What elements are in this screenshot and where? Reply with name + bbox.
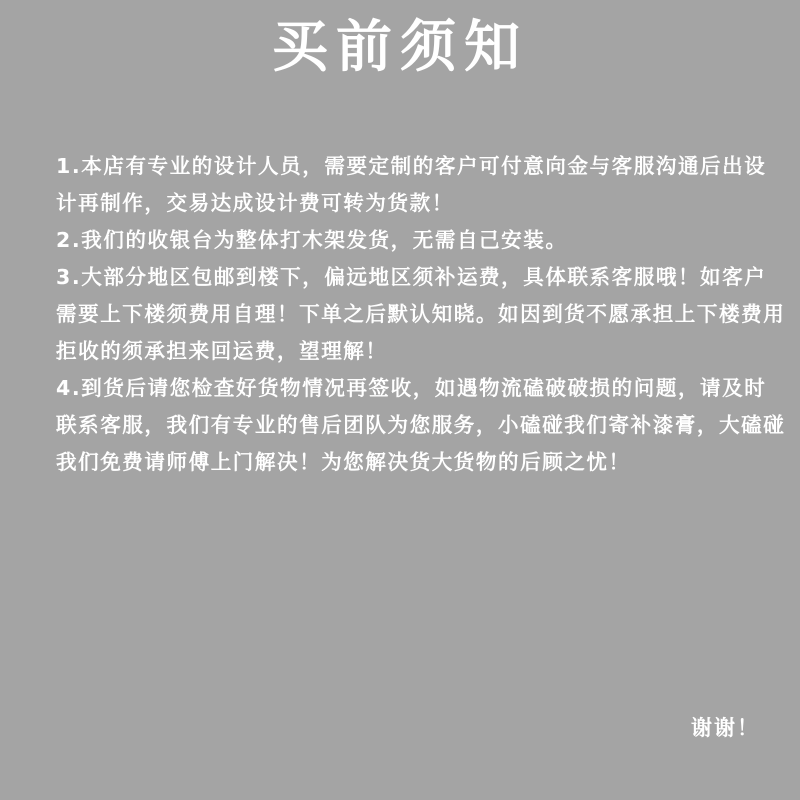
notice-body <box>56 148 786 481</box>
closing-thanks: 谢谢！ <box>691 716 760 740</box>
notice-item-2: 2.我们的收银台为整体打木架发货，无需自己安装。 <box>56 228 568 252</box>
notice-item-1: 1.本店有专业的设计人员，需要定制的客户可付意向金与客服沟通后出设计再制作，交易达成设计费可转为货款！ <box>56 154 767 215</box>
page-title: 买前须知 <box>272 15 528 80</box>
notice-item-4: 4.到货后请您检查好货物情况再签收，如遇物流磕破破损的问题，请及时联系客服，我们有专业的售后团队为您服务，小磕碰我们寄补漆膏，大磕碰我们免费请师傅上门解决！为您解决货大货物的后顾之忧！ <box>56 376 786 474</box>
notice-item-3: 3.大部分地区包邮到楼下，偏远地区须补运费，具体联系客服哦！如客户需要上下楼须费用自理！下单之后默认知晓。如因到货不愿承担上下楼费用拒收的须承担来回运费，望理解！ <box>56 265 786 363</box>
